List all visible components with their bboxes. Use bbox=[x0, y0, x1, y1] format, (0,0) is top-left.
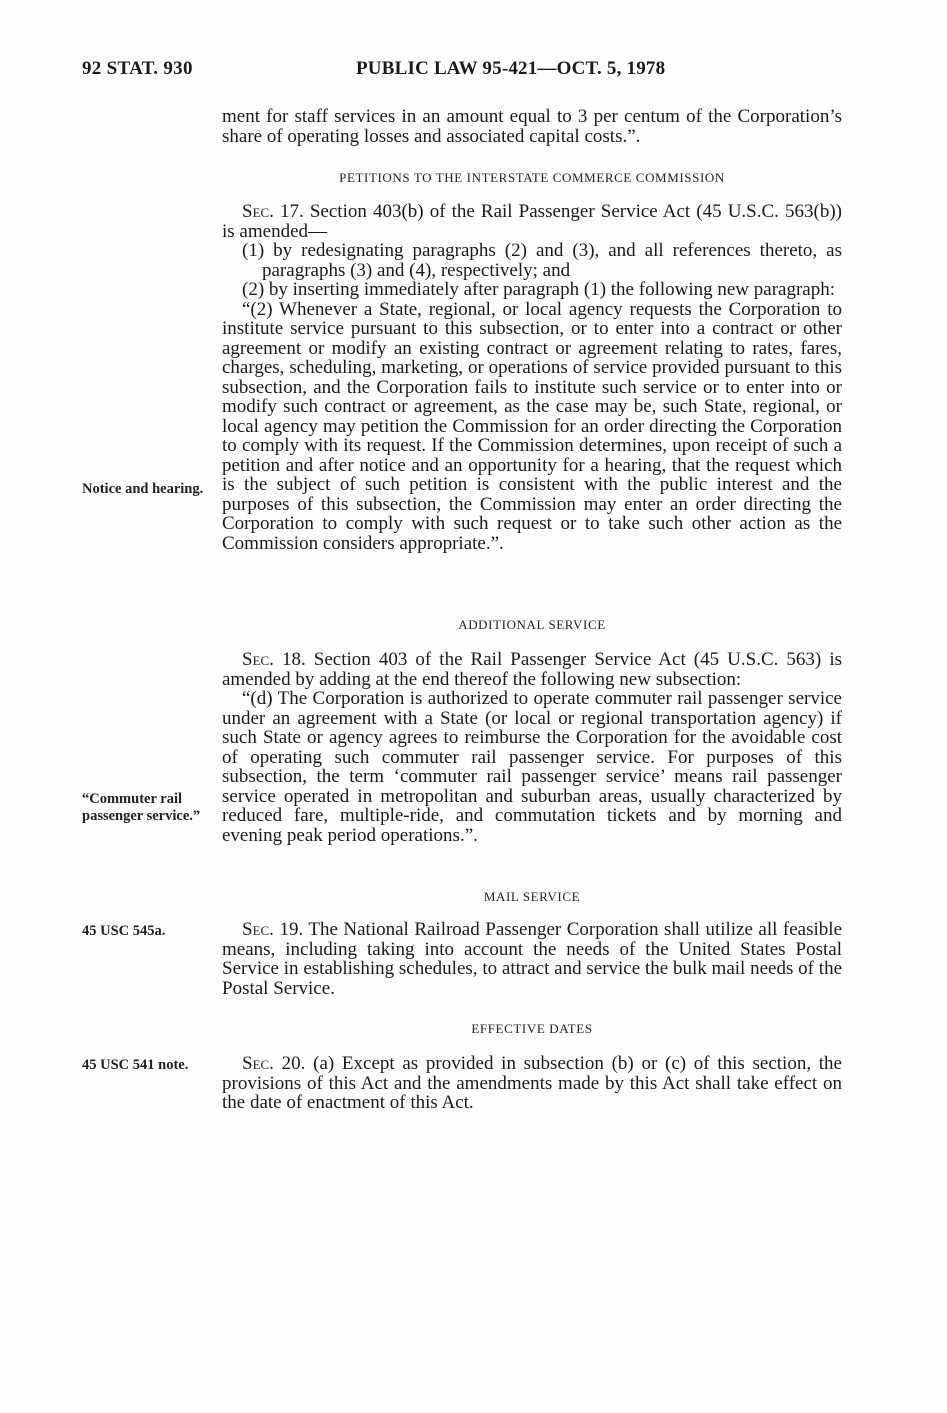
sec17-intro-text: 17. Section 403(b) of the Rail Passenger Service Act (45 U.S.C. 563(b)) is amended— bbox=[222, 201, 842, 242]
section-20 bbox=[222, 1054, 842, 1113]
sec18-label: Sec. bbox=[242, 649, 274, 670]
margin-note-45-usc-545a: 45 USC 545a. bbox=[82, 923, 166, 939]
sec17-quoted-paragraph: “(2) Whenever a State, regional, or local agency requests the Corporation to institute service pursuant to this subsection, or to enter into a contract or other agreement or modify an existing contract or agreement relating to rates, fares, charges, scheduling, marketing, or operations of service provided pursuant to this subsection, and the Corporation fails to institute such service or to enter into or modify such contract or agreement, as the case may be, such State, regional, or local agency may petition the Commission for an order directing the Corporation to comply with its request. If the Commission determines, upon receipt of such a petition and after notice and an opportunity for a hearing, that the request which is the subject of such petition is consistent with the public interest and the purposes of this subsection, the Commission may enter an order directing the Corporation to comply with such request or to take such other action as the Commission considers appropriate.”. bbox=[222, 298, 842, 554]
sec18-quoted-subsection: “(d) The Corporation is authorized to operate commuter rail passenger service under an agreement with a State (or local or regional transportation agency) if such State or agency agrees to reimburse the Corporation for the avoidable cost of operating such commuter rail passenger service. For purposes of this subsection, the term ‘commuter rail passenger service’ means rail passenger service operated in metropolitan and suburban areas, usually characterized by reduced fare, multiple-ride, and commutation tickets and by morning and evening peak period operations.”. bbox=[222, 688, 842, 846]
margin-note-45-usc-541-note: 45 USC 541 note. bbox=[82, 1057, 189, 1073]
section-18 bbox=[222, 650, 842, 845]
sec18-intro-text: 18. Section 403 of the Rail Passenger Service Act (45 U.S.C. 563) is amended by adding at the end thereof the following new subsection: bbox=[222, 649, 842, 690]
section-heading-effective-dates: EFFECTIVE DATES bbox=[471, 1021, 593, 1036]
sec20-text-block bbox=[222, 1054, 842, 1113]
running-title: PUBLIC LAW 95-421—OCT. 5, 1978 bbox=[356, 58, 666, 79]
section-heading-additional-service: ADDITIONAL SERVICE bbox=[458, 617, 606, 632]
margin-note-commuter-rail: “Commuter rail passenger service.” bbox=[82, 791, 201, 824]
continuation-text: ment for staff services in an amount equal to 3 per centum of the Corporation’s share of operating losses and associated capital costs.”. bbox=[222, 106, 842, 147]
sec20-label: Sec. bbox=[242, 1053, 274, 1074]
sec17-intro bbox=[222, 202, 842, 241]
section-19 bbox=[222, 920, 842, 998]
sec17-item-2: (2) by inserting immediately after paragraph (1) the following new paragraph: bbox=[242, 279, 836, 300]
stat-page-number: 92 STAT. 930 bbox=[82, 58, 193, 79]
sec19-label: Sec. bbox=[242, 919, 274, 940]
section-17 bbox=[222, 202, 842, 553]
section-heading-mail-service: MAIL SERVICE bbox=[483, 889, 581, 904]
page-header bbox=[0, 58, 947, 88]
sec17-item-1: (1) by redesignating paragraphs (2) and (3), and all references thereto, as paragraphs (3) and (4), respectively; and bbox=[242, 240, 842, 281]
sec17-label: Sec. bbox=[242, 201, 274, 222]
sec19-text-block bbox=[222, 920, 842, 998]
sec18-intro bbox=[222, 650, 842, 689]
section-heading-petitions: PETITIONS TO THE INTERSTATE COMMERCE COMMISSION bbox=[339, 170, 725, 185]
continuation-block bbox=[222, 107, 842, 146]
margin-note-notice-hearing: Notice and hearing. bbox=[82, 481, 204, 497]
sec20-text: 20. (a) Except as provided in subsection (b) or (c) of this section, the provisions of this Act and the amendments made by this Act shall take effect on the date of enactment of this Act. bbox=[222, 1053, 842, 1113]
sec19-text: 19. The National Railroad Passenger Corporation shall utilize all feasible means, including taking into account the needs of the United States Postal Service in establishing schedules, to attract and service the bulk mail needs of the Postal Service. bbox=[222, 919, 842, 999]
